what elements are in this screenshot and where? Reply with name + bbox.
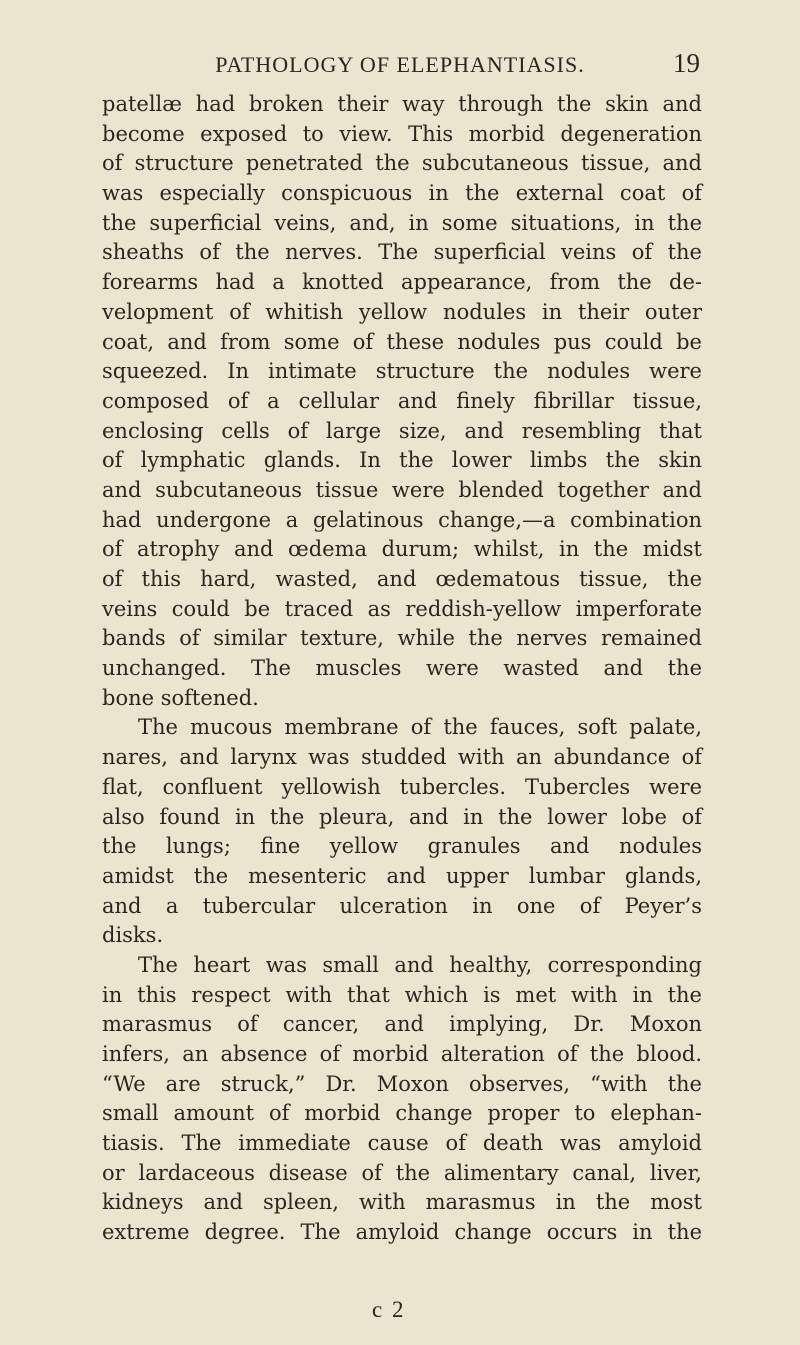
text-line: and a tubercular ulceration in one of Peyer’s	[102, 893, 702, 918]
page-number: 19	[673, 48, 700, 78]
text-line: marasmus of cancer, and implying, Dr. Moxon	[102, 1012, 702, 1037]
body-text	[102, 90, 702, 1248]
text-line: flat, confluent yellowish tubercles. Tubercles were	[102, 774, 702, 799]
text-line: The heart was small and healthy, corresponding	[138, 952, 702, 977]
text-line: patellæ had broken their way through the skin and	[102, 92, 702, 116]
running-title: PATHOLOGY OF ELEPHANTIASIS.	[215, 52, 585, 77]
text-line: also found in the pleura, and in the lower lobe of	[102, 804, 702, 829]
text-line: had undergone a gelatinous change,—a combination	[102, 507, 702, 532]
text-line: veins could be traced as reddish-yellow imperforate	[102, 596, 702, 621]
text-line: of structure penetrated the subcutaneous tissue, and	[102, 151, 702, 176]
text-line: or lardaceous disease of the alimentary canal, liver,	[102, 1160, 702, 1185]
text-line: the lungs; fine yellow granules and nodules	[102, 834, 702, 859]
text-line: of lymphatic glands. In the lower limbs the skin	[102, 448, 702, 473]
running-head	[0, 48, 800, 82]
text-line: forearms had a knotted appearance, from the de-	[102, 270, 702, 295]
text-line: of atrophy and œdema durum; whilst, in the midst	[102, 537, 702, 562]
signature-mark: c 2	[372, 1297, 406, 1322]
text-line: was especially conspicuous in the external coat of	[102, 181, 702, 206]
text-line: unchanged. The muscles were wasted and the	[102, 656, 702, 681]
text-line: velopment of whitish yellow nodules in their outer	[102, 299, 702, 324]
text-line: bone softened.	[102, 685, 259, 710]
text-line: tiasis. The immediate cause of death was amyloid	[102, 1131, 702, 1156]
text-line: kidneys and spleen, with marasmus in the most	[102, 1190, 702, 1215]
text-line: amidst the mesenteric and upper lumbar glands,	[102, 863, 702, 888]
text-line: composed of a cellular and finely fibrillar tissue,	[102, 388, 702, 413]
text-line: small amount of morbid change proper to elephan-	[102, 1101, 702, 1126]
text-line: become exposed to view. This morbid degeneration	[102, 121, 702, 146]
text-line: disks.	[102, 923, 164, 948]
text-line: sheaths of the nerves. The superficial veins of the	[102, 240, 702, 265]
text-line: in this respect with that which is met with in the	[102, 982, 702, 1007]
text-line: squeezed. In intimate structure the nodules were	[102, 359, 702, 384]
text-line: coat, and from some of these nodules pus could be	[102, 329, 702, 354]
text-line: of this hard, wasted, and œdematous tissue, the	[102, 567, 702, 591]
text-line: bands of similar texture, while the nerves remained	[102, 626, 702, 651]
text-line: enclosing cells of large size, and resembling that	[102, 418, 702, 443]
text-line: and subcutaneous tissue were blended together and	[102, 477, 702, 502]
text-line: infers, an absence of morbid alteration of the blood.	[102, 1042, 702, 1066]
text-line: nares, and larynx was studded with an abundance of	[102, 745, 702, 770]
text-line: extreme degree. The amyloid change occurs in the	[102, 1220, 702, 1245]
text-line: the superficial veins, and, in some situations, in the	[102, 210, 702, 235]
text-line: The mucous membrane of the fauces, soft palate,	[138, 715, 702, 740]
text-line: “We are struck,” Dr. Moxon observes, “with the	[102, 1071, 702, 1096]
